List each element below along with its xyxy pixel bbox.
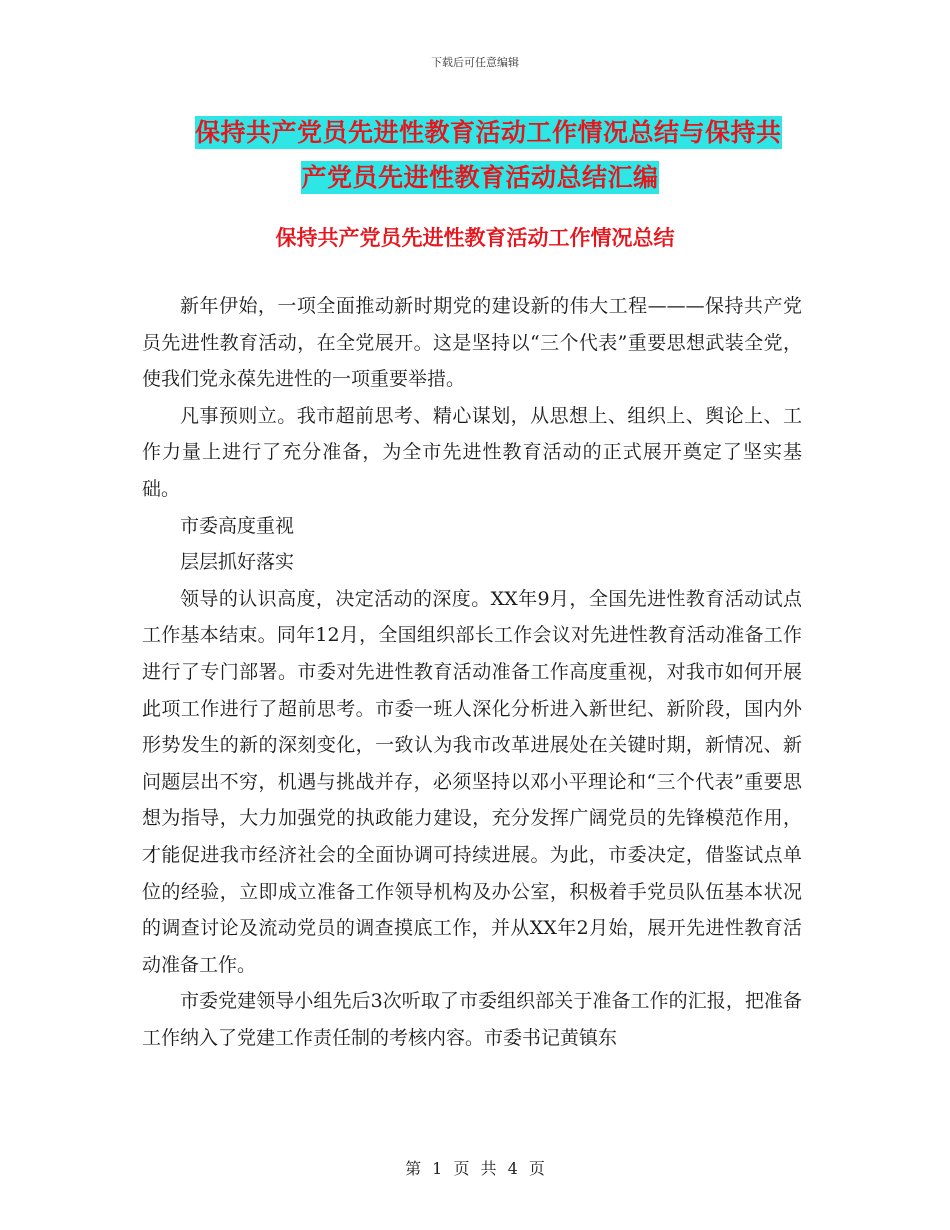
paragraph: 市委党建领导小组先后3次听取了市委组织部关于准备工作的汇报，把准备工作纳入了党建工作责任制的考核内容。市委书记黄镇东 [142, 990, 802, 1049]
page-header-note: 下载后可任意编辑 [431, 56, 519, 69]
title-line-1: 保持共产党员先进性教育活动工作情况总结与保持共 [195, 118, 782, 147]
page-footer: 第 1 页 共 4 页 [405, 1159, 545, 1178]
body-text [142, 288, 802, 1056]
paragraph: 新年伊始，一项全面推动新时期党的建设新的伟大工程———保持共产党员先进性教育活动，在全党展开。这是坚持以“三个代表”重要思想武装全党，使我们党永葆先进性的一项重要举措。 [142, 295, 802, 391]
paragraph: 凡事预则立。我市超前思考、精心谋划，从思想上、组织上、舆论上、工作力量上进行了充分准备，为全市先进性教育活动的正式展开奠定了坚实基础。 [142, 404, 802, 500]
title-line-2: 产党员先进性教育活动总结汇编 [301, 163, 659, 192]
paragraph: 市委高度重视 [180, 514, 295, 537]
document-title [150, 110, 820, 200]
section-title: 保持共产党员先进性教育活动工作情况总结 [275, 225, 675, 250]
paragraph: 层层抓好落实 [180, 551, 295, 574]
paragraph: 领导的认识高度，决定活动的深度。XX年9月，全国先进性教育活动试点工作基本结束。同年12月，全国组织部长工作会议对先进性教育活动准备工作进行了专门部署。市委对先进性教育活动准备工作高度重视，对我市如何开展此项工作进行了超前思考。市委一班人深化分析进入新世纪、新阶段，国内外形势发生的新的深刻变化，一致认为我市改革进展处在关键时期，新情况、新问题层出不穷，机遇与挑战并存，必须坚持以邓小平理论和“三个代表”重要思想为指导，大力加强党的执政能力建设，充分发挥广阔党员的先锋模范作用，才能促进我市经济社会的全面协调可持续进展。为此，市委决定，借鉴试点单位的经验，立即成立准备工作领导机构及办公室，积极着手党员队伍基本状况的调查讨论及流动党员的调查摸底工作，并从XX年2月始，展开先进性教育活动准备工作。 [142, 587, 802, 976]
